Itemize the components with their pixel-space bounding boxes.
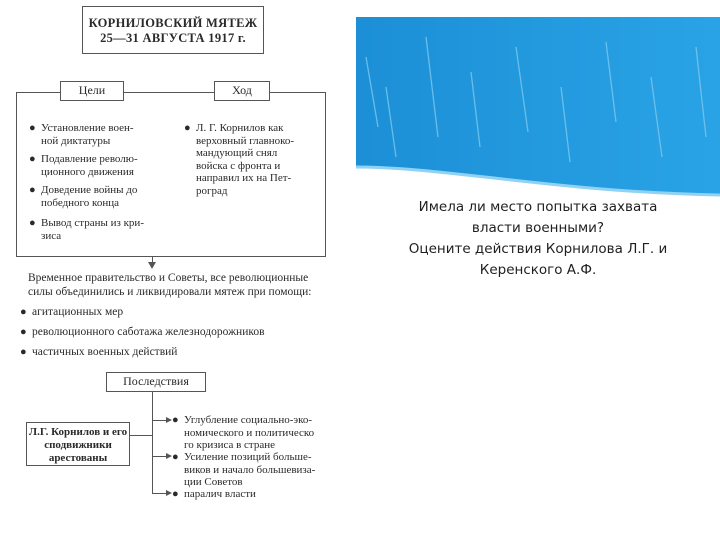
question-text xyxy=(360,197,716,281)
consequence-item: ● Углубление социально-эко- номического и политическо го кризиса в стране xyxy=(172,414,315,451)
goal-item: ● Вывод страны из кри- зиса xyxy=(29,217,144,242)
course-text: мандующий снял xyxy=(196,147,278,159)
goal-text: Подавление револю- xyxy=(41,153,138,165)
means-text: агитационных мер xyxy=(32,306,124,318)
arrow-down-icon xyxy=(148,262,156,269)
question-line-3: Оцените действия Корнилова Л.Г. и xyxy=(408,241,668,257)
means-text: революционного саботажа железнодорожников xyxy=(32,326,265,338)
question-line-4: Керенского А.Ф. xyxy=(479,262,597,278)
frame-right-line xyxy=(325,92,326,256)
frame-left-line xyxy=(16,92,17,256)
diagram-title-box xyxy=(82,6,264,54)
blue-wave-graphic xyxy=(356,17,720,207)
consequence-item: ● паралич власти xyxy=(172,488,256,500)
course-text: Л. Г. Корнилов как xyxy=(196,122,284,134)
consequence-text: го кризиса в стране xyxy=(184,439,276,451)
course-label: Ход xyxy=(232,83,252,97)
consequence-text: номического и политическо xyxy=(184,426,315,439)
consequence-text: паралич власти xyxy=(184,488,256,500)
union-line-1: Временное правительство и Советы, все революционные xyxy=(28,272,309,284)
goal-item: ● Доведение войны до победного конца xyxy=(29,184,138,209)
goal-text: Установление воен- xyxy=(41,122,134,134)
goal-item: ● Подавление револю- ционного движения xyxy=(29,153,138,178)
goal-text: зиса xyxy=(41,229,62,242)
consequence-text: виков и начало большевиза- xyxy=(184,463,316,476)
decorative-blue-panel xyxy=(356,17,720,207)
goal-text: победного конца xyxy=(41,196,119,209)
question-line-2: власти военными? xyxy=(471,220,605,236)
consequence-text: Усиление позиций больше- xyxy=(184,451,312,463)
arrested-line: арестованы xyxy=(48,452,108,464)
goal-text: Доведение войны до xyxy=(41,184,138,196)
consequence-text: ции Советов xyxy=(184,476,243,488)
arrested-connector-line xyxy=(130,435,153,436)
union-line-2: силы объединились и ликвидировали мятеж при помощи: xyxy=(28,286,312,298)
means-item: ● частичных военных действий xyxy=(20,346,178,358)
course-text: направил их на Пет- xyxy=(196,172,292,184)
consequence-item: ● Усиление позиций больше- виков и начало большевиза- ции Советов xyxy=(172,451,316,488)
question-line-1: Имела ли место попытка захвата xyxy=(418,199,658,215)
goals-label-box xyxy=(60,81,124,101)
goal-text: ционного движения xyxy=(41,165,134,178)
arrested-line: сподвижники xyxy=(44,439,112,451)
arrested-box xyxy=(26,422,130,466)
course-item: ● Л. Г. Корнилов как верховный главноко- мандующий снял войска с фронта и направил их на Пет- роград xyxy=(184,122,295,197)
diagram-dates: 25—31 АВГУСТА 1917 г. xyxy=(100,31,246,45)
means-text: частичных военных действий xyxy=(32,346,178,358)
consequences-label: Последствия xyxy=(123,374,189,388)
arrested-line: Л.Г. Корнилов и его xyxy=(28,426,128,438)
frame-bottom-line xyxy=(16,256,326,257)
consequences-trunk-line xyxy=(152,392,153,494)
consequence-text: Углубление социально-эко- xyxy=(184,414,313,426)
course-label-box xyxy=(214,81,270,101)
consequences-label-box xyxy=(106,372,206,392)
union-text xyxy=(28,271,311,299)
goal-text: Вывод страны из кри- xyxy=(41,217,144,229)
means-item: ● агитационных мер xyxy=(20,306,124,318)
diagram-title: КОРНИЛОВСКИЙ МЯТЕЖ xyxy=(88,16,258,30)
goals-label: Цели xyxy=(78,83,106,97)
course-text: роград xyxy=(196,184,228,197)
goal-text: ной диктатуры xyxy=(41,134,111,147)
means-item: ● революционного саботажа железнодорожников xyxy=(20,326,265,338)
course-text: верховный главноко- xyxy=(196,134,295,147)
course-text: войска с фронта и xyxy=(196,159,281,172)
goal-item: ● Установление воен- ной диктатуры xyxy=(29,122,134,147)
